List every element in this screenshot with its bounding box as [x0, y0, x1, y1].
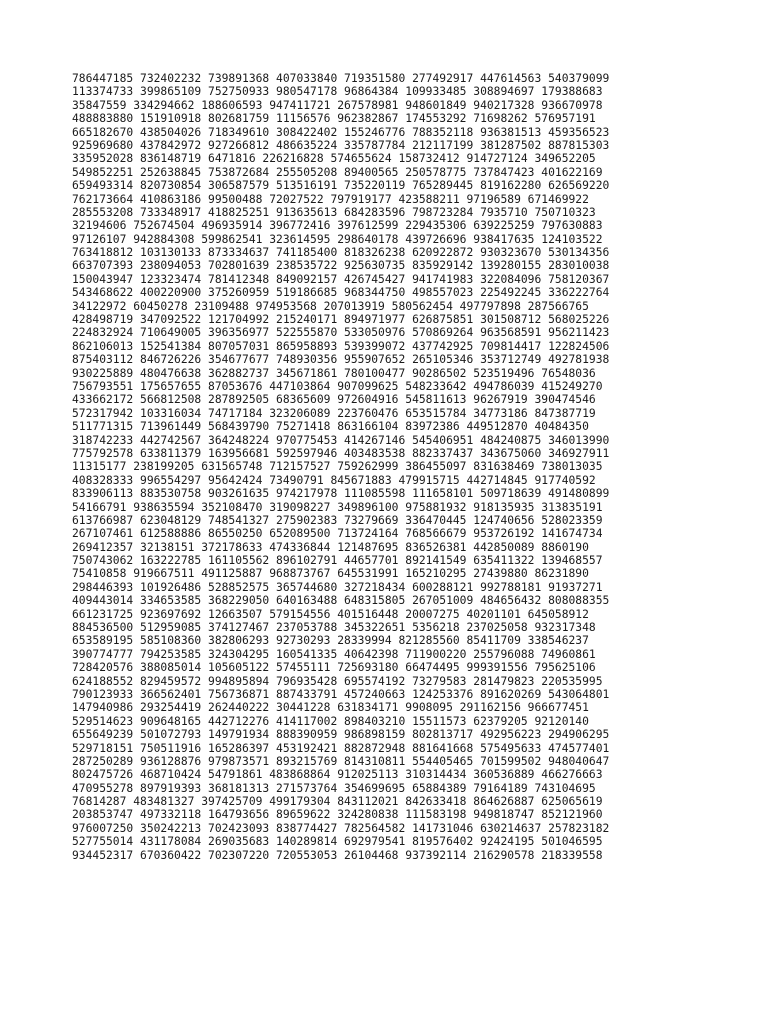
- number-line: 763418812 103130133 873334637 741185400 818326238 620922872 930323670 530134356: [72, 246, 610, 260]
- number-line: 75410858 919667511 491125887 968873767 645531991 165210295 27439880 86231890: [72, 567, 589, 581]
- number-line: 527755014 431178084 269035683 140289814 692979541 819576402 92424195 501046595: [72, 835, 603, 849]
- number-line: 762173664 410863186 99500488 72027522 797919177 423588211 97196589 671469922: [72, 192, 589, 206]
- number-line: 34122972 60450278 23109488 974953568 207013919 580562454 497797898 287566765: [72, 299, 589, 313]
- number-line: 661231725 923697692 12663507 579154556 401516448 20007275 40201101 645058912: [72, 607, 589, 621]
- number-list: [72, 72, 609, 862]
- number-line: 786447185 732402232 739891368 407033840 719351580 277492917 447614563 540379099: [72, 72, 610, 85]
- number-line: 653589195 585108360 382806293 92730293 28339994 821285560 85411709 338546237: [72, 634, 589, 648]
- number-line: 287250289 936128876 979873571 893215769 814310811 554405465 701599502 948040647: [72, 754, 610, 768]
- number-line: 150043947 123323474 781412348 849092157 426745427 941741983 322084096 758120367: [72, 272, 610, 286]
- number-line: 728420576 388085014 105605122 57455111 725693180 66474495 999391556 795625106: [72, 661, 596, 675]
- number-line: 663707393 238094053 702801639 238535722 925630735 835929142 139280155 283010038: [72, 259, 610, 273]
- number-line: 775792578 633811379 163956681 592597946 403483538 882337437 343675060 346927911: [72, 446, 610, 460]
- number-line: 925969680 437842972 927266812 486635224 335787784 212117199 381287502 887815303: [72, 138, 610, 152]
- number-line: 934452317 670360422 702307220 720553053 26104468 937392114 216290578 218339558: [72, 848, 603, 862]
- number-line: 529718151 750511916 165286397 453192421 882872948 881641668 575495633 474577401: [72, 741, 610, 755]
- number-line: 269412357 32138151 372178633 474336844 121487695 836526381 442850089 8860190: [72, 540, 589, 554]
- number-line: 203853747 497332118 164793656 89659622 324280838 111583198 949818747 852121960: [72, 808, 603, 822]
- number-line: 511771315 713961449 568439790 75271418 863166104 83972386 449512870 40484350: [72, 420, 589, 434]
- number-line: 833906113 883530758 903261635 974217978 111085598 111658101 509718639 491480899: [72, 487, 610, 501]
- number-line: 665182670 438504026 718349610 308422402 155246776 788352118 936381513 459356523: [72, 125, 610, 139]
- number-line: 97126107 942884308 599862541 323614595 298640178 439726696 938417635 124103522: [72, 232, 603, 246]
- number-line: 976007250 350242213 702423093 838774427 782564582 141731046 630214637 257823182: [72, 821, 610, 835]
- number-line: 655649239 501072793 149791934 888390959 986898159 802813717 492956223 294906295: [72, 728, 610, 742]
- number-line: 543468622 400220900 375260959 519186685 968344750 498557023 225492245 336222764: [72, 286, 610, 300]
- number-line: 224832924 710649005 396356977 522555870 533050976 570869264 963568591 956211423: [72, 326, 610, 340]
- number-line: 572317942 103316034 74717184 323206089 223760476 653515784 34773186 847387719: [72, 406, 596, 420]
- number-line: 884536500 512959085 374127467 237053788 345322651 5356218 237025058 932317348: [72, 621, 596, 635]
- number-line: 32194606 752674504 496935914 396772416 397612599 229435306 639225259 797630883: [72, 219, 603, 233]
- number-line: 298446393 101926486 528852575 365744680 327218434 600288121 992788181 91937271: [72, 580, 603, 594]
- number-line: 549852251 252638845 753872684 255505208 89400565 250578775 737847423 401622169: [72, 165, 603, 179]
- number-line: 862106013 152541384 807057031 865958893 539399072 437742925 709814417 122824506: [72, 339, 610, 353]
- number-line: 930225889 480476638 362882737 345671861 780100477 90286502 523519496 76548036: [72, 366, 596, 380]
- number-line: 113374733 399865109 752750933 980547178 96864384 109933485 308894697 179388683: [72, 85, 603, 99]
- number-line: 285553208 733348917 418825251 913635613 684283596 798723284 7935710 750710323: [72, 205, 596, 219]
- number-line: 54166791 938635594 352108470 319098227 349896100 975881932 918135935 313835191: [72, 500, 603, 514]
- number-line: 529514623 909648165 442712276 414117002 898403210 15511573 62379205 92120140: [72, 714, 589, 728]
- number-line: 659493314 820730854 306587579 513516191 735220119 765289445 819162280 626569220: [72, 179, 610, 193]
- number-line: 875403112 846726226 354677677 748930356 955907652 265105346 353712749 492781938: [72, 353, 610, 367]
- number-line: 409443014 334653585 368229050 640163488 648315805 267051009 484656432 808088355: [72, 594, 610, 608]
- number-line: 318742233 442742567 364248224 970775453 414267146 545406951 484240875 346013990: [72, 433, 610, 447]
- number-line: 488883880 151910918 802681759 11156576 962382867 174553292 71698262 576957191: [72, 112, 596, 126]
- number-line: 335952028 836148719 6471816 226216828 574655624 158732412 914727124 349652205: [72, 152, 596, 166]
- number-line: 756793551 175657655 87053676 447103864 907099625 548233642 494786039 415249270: [72, 379, 603, 393]
- number-line: 470955278 897919393 368181313 271573764 354699695 65884389 79164189 743104695: [72, 781, 596, 795]
- number-line: 428498719 347092522 121704992 215240171 894971977 626875851 301508712 568025226: [72, 313, 610, 327]
- number-line: 408328333 996554297 95642424 73490791 845671883 479915715 442714845 917740592: [72, 473, 596, 487]
- number-line: 624188552 829459572 994895894 796935428 695574192 73279583 281479823 220535995: [72, 674, 603, 688]
- number-line: 802475726 468710424 54791861 483868864 912025113 310314434 360536889 466276663: [72, 768, 603, 782]
- number-line: 267107461 612588886 86550250 652089500 713724164 768566679 953726192 141674734: [72, 527, 603, 541]
- number-line: 790123933 366562401 756736871 887433791 457240663 124253376 891620269 543064801: [72, 687, 610, 701]
- number-line: 147940986 293254419 262440222 30441228 631834171 9908095 291162156 966677451: [72, 701, 589, 715]
- number-line: 433662172 566812508 287892505 68365609 972604916 545811613 96267919 390474546: [72, 393, 596, 407]
- number-line: 76814287 483481327 397425709 499179304 843112021 842633418 864626887 625065619: [72, 795, 603, 809]
- number-line: 35847559 334294662 188606593 947411721 267578981 948601849 940217328 936670978: [72, 98, 603, 112]
- number-line: 613766987 623048129 748541327 275902383 73279669 336470445 124740656 528023359: [72, 513, 603, 527]
- number-line: 11315177 238199205 631565748 712157527 759262999 386455097 831638469 738013035: [72, 460, 603, 474]
- number-line: 390774777 794253585 324304295 160541335 40642398 711900220 255796088 74960861: [72, 647, 596, 661]
- number-line: 750743062 163222785 161105562 896102791 44657701 892141549 635411322 139468557: [72, 554, 603, 568]
